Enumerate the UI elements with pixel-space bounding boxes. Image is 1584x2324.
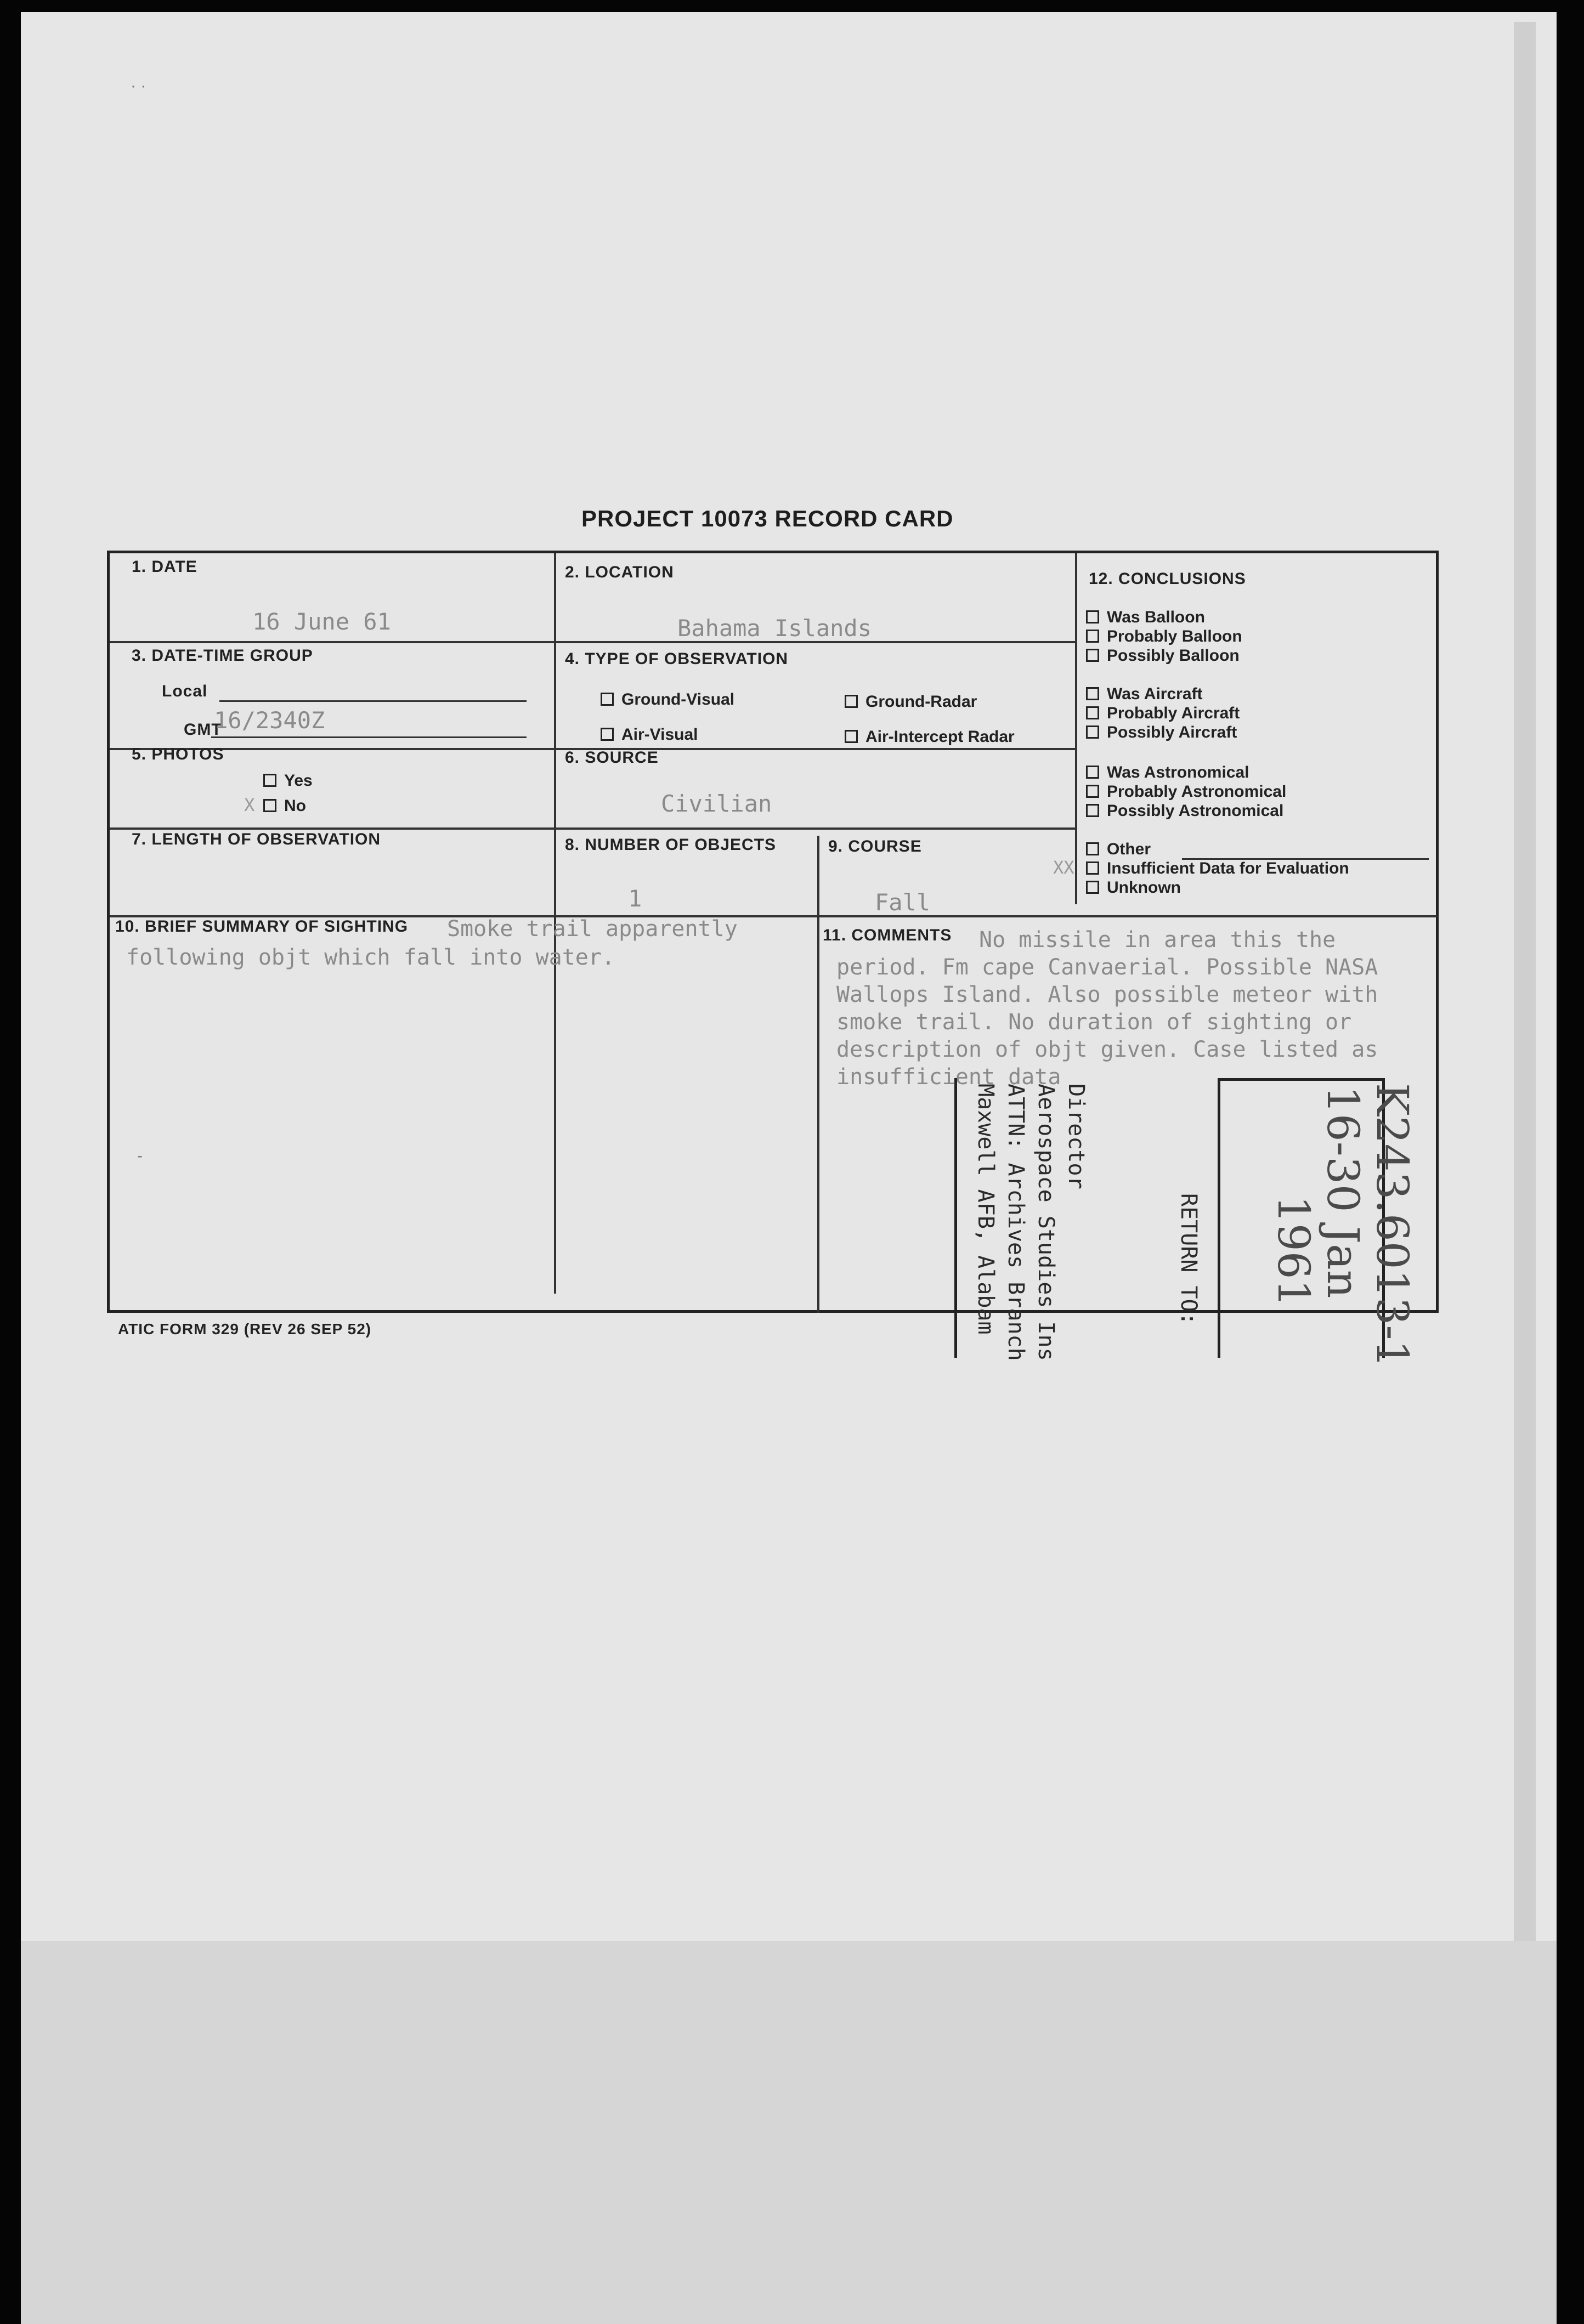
location-label: 2. LOCATION	[565, 563, 674, 581]
checkbox-icon	[1086, 881, 1099, 894]
conclusion-was-balloon[interactable]: Was Balloon	[1086, 608, 1205, 627]
stamp-line-3: ATTN: Archives Branch	[1003, 1084, 1028, 1361]
comments-line2: period. Fm cape Canvaerial. Possible NASA	[836, 955, 1378, 980]
scan-edge-shadow	[1514, 22, 1536, 1941]
checkbox-icon	[601, 728, 614, 741]
stamp-border	[954, 1078, 957, 1358]
stamp-border	[1218, 1078, 1382, 1081]
ground-radar-option[interactable]: Ground-Radar	[845, 693, 977, 711]
length-label: 7. LENGTH OF OBSERVATION	[132, 830, 381, 848]
checkbox-icon	[1086, 785, 1099, 798]
sheet-lower-fold	[21, 1941, 1557, 2324]
checkbox-icon	[601, 693, 614, 706]
source-value: Civilian	[661, 790, 772, 817]
type-label: 4. TYPE OF OBSERVATION	[565, 650, 789, 668]
conclusion-probably-aircraft[interactable]: Probably Aircraft	[1086, 704, 1240, 723]
objects-value: 1	[628, 885, 642, 912]
conclusion-possibly-astronomical[interactable]: Possibly Astronomical	[1086, 802, 1283, 820]
handwritten-date-range: 16-30 Jan	[1317, 1086, 1368, 1299]
stamp-return-to: RETURN TO:	[1176, 1193, 1201, 1325]
conclusion-was-aircraft[interactable]: Was Aircraft	[1086, 685, 1203, 704]
source-label: 6. SOURCE	[565, 749, 659, 767]
form-footer: ATIC FORM 329 (REV 26 SEP 52)	[118, 1320, 372, 1337]
photos-no-option[interactable]: No	[263, 797, 306, 815]
summary-line2: following objt which fall into water.	[126, 945, 615, 970]
divider	[1075, 553, 1077, 904]
local-label: Local	[162, 682, 208, 700]
course-value: Fall	[875, 889, 931, 916]
checkbox-icon	[1086, 861, 1099, 875]
stamp-border	[1218, 1078, 1220, 1358]
ground-visual-option[interactable]: Ground-Visual	[601, 690, 734, 709]
air-intercept-radar-option[interactable]: Air-Intercept Radar	[845, 728, 1015, 746]
checkbox-icon	[1086, 725, 1099, 739]
summary-label: 10. BRIEF SUMMARY OF SIGHTING	[115, 917, 409, 936]
checkbox-icon	[1086, 610, 1099, 623]
conclusion-possibly-aircraft[interactable]: Possibly Aircraft	[1086, 723, 1237, 742]
stray-mark: -	[137, 1147, 143, 1165]
comments-line1: No missile in area this the	[979, 927, 1336, 953]
date-value: 16 June 61	[252, 608, 391, 635]
conclusion-probably-balloon[interactable]: Probably Balloon	[1086, 627, 1242, 646]
checkbox-icon	[845, 695, 858, 708]
objects-label: 8. NUMBER OF OBJECTS	[565, 836, 777, 854]
conclusion-probably-astronomical[interactable]: Probably Astronomical	[1086, 783, 1286, 801]
gmt-value: 16/2340Z	[214, 707, 325, 734]
checkbox-icon	[1086, 804, 1099, 817]
checkbox-icon	[1086, 842, 1099, 855]
date-label: 1. DATE	[132, 558, 197, 576]
checkbox-icon	[1086, 630, 1099, 643]
comments-line5: description of objt given. Case listed as	[836, 1037, 1378, 1062]
checkbox-icon	[1086, 766, 1099, 779]
checkbox-icon	[263, 774, 276, 787]
air-visual-option[interactable]: Air-Visual	[601, 725, 698, 744]
photos-yes-option[interactable]: Yes	[263, 772, 313, 790]
summary-line1: Smoke trail apparently	[447, 916, 738, 942]
course-label: 9. COURSE	[828, 837, 922, 855]
checkbox-icon	[263, 799, 276, 812]
insufficient-data-mark: XX	[1053, 857, 1074, 878]
checkbox-icon	[1086, 649, 1099, 662]
comments-label: 11. COMMENTS	[823, 926, 952, 944]
conclusion-unknown[interactable]: Unknown	[1086, 878, 1181, 897]
checkbox-icon	[1086, 706, 1099, 719]
conclusions-label: 12. CONCLUSIONS	[1089, 570, 1246, 588]
conclusion-possibly-balloon[interactable]: Possibly Balloon	[1086, 647, 1240, 665]
divider	[110, 827, 1075, 830]
checkbox-icon	[845, 730, 858, 743]
photos-label: 5. PHOTOS	[132, 745, 224, 763]
checkbox-icon	[1086, 687, 1099, 700]
handwritten-archive-number: K243.6013-1	[1367, 1083, 1418, 1368]
stamp-line-1: Director	[1063, 1084, 1089, 1189]
comments-line6: insufficient data	[836, 1064, 1061, 1090]
local-underline	[219, 700, 527, 702]
gmt-underline	[211, 736, 527, 738]
handwritten-year: 1961	[1268, 1195, 1319, 1307]
card-title: PROJECT 10073 RECORD CARD	[581, 506, 954, 531]
stamp-line-4: Maxwell AFB, Alabam	[973, 1084, 998, 1335]
stray-mark: · ·	[131, 77, 146, 95]
comments-line3: Wallops Island. Also possible meteor with	[836, 982, 1378, 1007]
divider	[110, 641, 1075, 643]
location-value: Bahama Islands	[677, 615, 872, 642]
dtg-label: 3. DATE-TIME GROUP	[132, 647, 313, 665]
comments-line4: smoke trail. No duration of sighting or	[836, 1010, 1352, 1035]
photos-no-mark: X	[244, 795, 255, 815]
divider	[817, 836, 819, 1313]
gmt-label: GMT	[184, 721, 222, 739]
conclusion-insufficient-data[interactable]: Insufficient Data for Evaluation	[1086, 859, 1349, 878]
conclusion-other[interactable]: Other	[1086, 840, 1151, 859]
stamp-line-2: Aerospace Studies Ins	[1033, 1084, 1059, 1361]
conclusion-was-astronomical[interactable]: Was Astronomical	[1086, 763, 1249, 782]
